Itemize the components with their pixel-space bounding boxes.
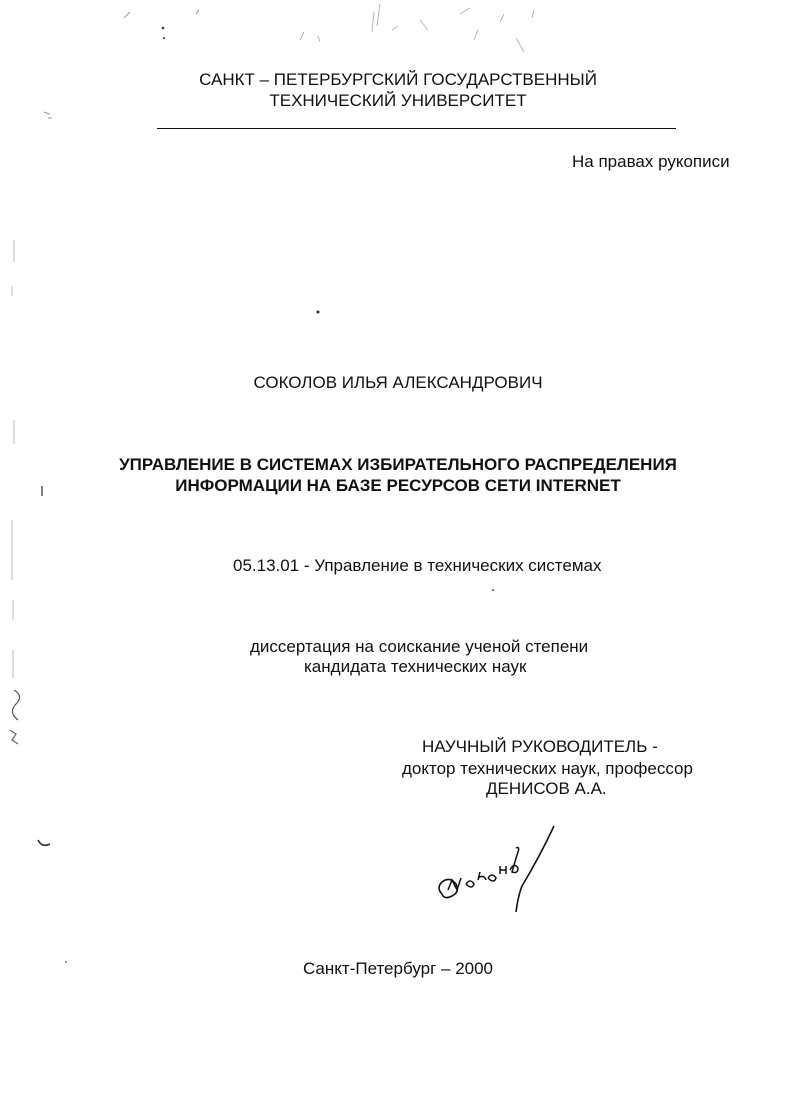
supervisor-credentials: доктор технических наук, профессор (402, 759, 693, 778)
header-divider (157, 128, 676, 129)
degree-line2: кандидата технических наук (304, 657, 527, 676)
university-name-line2: ТЕХНИЧЕСКИЙ УНИВЕРСИТЕТ (269, 91, 527, 110)
city-year: Санкт-Петербург – 2000 (302, 959, 494, 978)
author-name: СОКОЛОВ ИЛЬЯ АЛЕКСАНДРОВИЧ (253, 373, 543, 392)
degree-line1: диссертация на соискание ученой степени (250, 637, 589, 656)
manuscript-note: На правах рукописи (572, 152, 730, 171)
dissertation-title-line2: ИНФОРМАЦИИ НА БАЗЕ РЕСУРСОВ СЕТИ INTERNET (175, 476, 621, 495)
author-signature (430, 822, 560, 917)
specialty-code: 05.13.01 - Управление в технических системах (233, 556, 602, 575)
supervisor-name: ДЕНИСОВ А.А. (486, 779, 607, 798)
dissertation-title-line1: УПРАВЛЕНИЕ В СИСТЕМАХ ИЗБИРАТЕЛЬНОГО РАСПРЕДЕЛЕНИЯ (119, 455, 677, 474)
supervisor-heading: НАУЧНЫЙ РУКОВОДИТЕЛЬ - (422, 737, 658, 756)
university-name-line1: САНКТ – ПЕТЕРБУРГСКИЙ ГОСУДАРСТВЕННЫЙ (199, 70, 597, 89)
